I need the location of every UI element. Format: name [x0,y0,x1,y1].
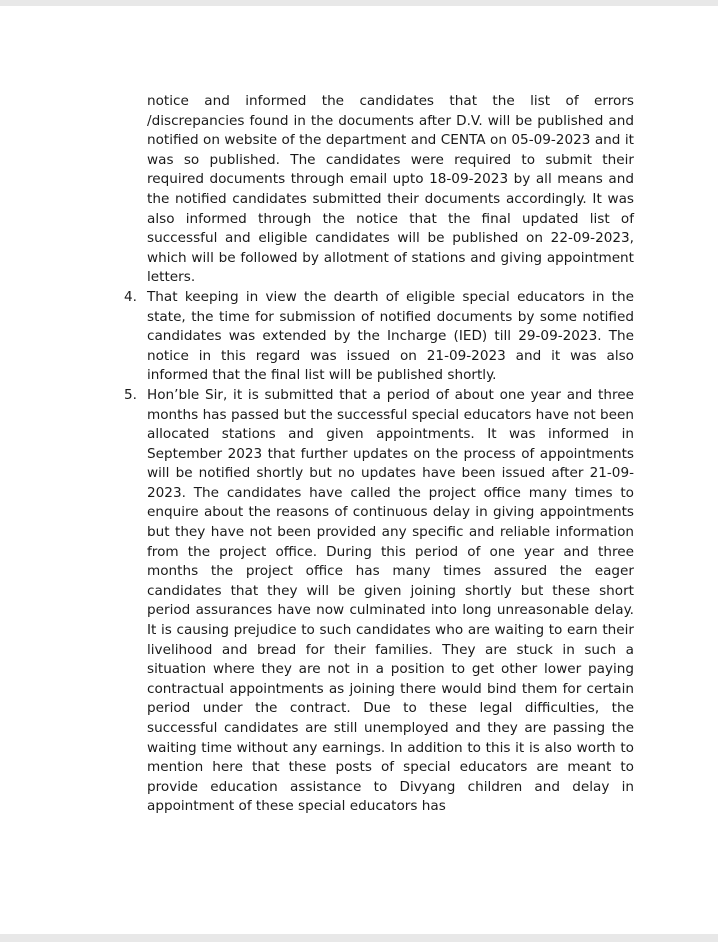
document-body [0,92,718,817]
list-item-4 [124,288,634,386]
list-item-text: That keeping in view the dearth of eligible special educators in the state, the time for submission of notified documents by some notified candidates was extended by the Incharge (IED) till 29-09-2023. The notice in this regard was issued on 21-09-2023 and it was also informed that the final list will be published shortly. [147,288,634,384]
list-item-number: 4. [124,288,137,305]
continued-paragraph: notice and informed the candidates that the list of errors /discrepancies found in the documents after D.V. will be published and notified on website of the department and CENTA on 05-09-2023 and it was so published. The candidates were required to submit their required documents through email upto 18-09-2023 by all means and the notified candidates submitted their documents accordingly. It was also informed through the notice that the final updated list of successful and eligible candidates will be published on 22-09-2023, which will be followed by allotment of stations and giving appointment letters. [147,93,634,286]
list-item-5 [124,386,634,817]
list-item-number: 5. [124,386,137,403]
list-item-text: Hon’ble Sir, it is submitted that a period of about one year and three months has passed but the successful special educators have not been allocated stations and given appointments. It was informed in September 2023 that further updates on the process of appointments will be notified shortly but no updates have been issued after 21-09-2023. The candidates have called the project office many times to enquire about the reasons of continuous delay in giving appointments but they have not been provided any specific and reliable information from the project office. During this period of one year and three months the project office has many times assured the eager candidates that they will be given joining shortly but these short period assurances have now culminated into long unreasonable delay. It is causing prejudice to such candidates who are waiting to earn their livelihood and bread for their families. They are stuck in such a situation where they are not in a position to get other lower paying contractual appointments as joining there would bind them for certain period under the contract. Due to these legal difficulties, the successful candidates are still unemployed and they are passing the waiting time without any earnings. In addition to this it is also worth to mention here that these posts of special educators are meant to provide education assistance to Divyang children and delay in appointment of these special educators has [147,386,634,815]
document-page [0,6,718,934]
